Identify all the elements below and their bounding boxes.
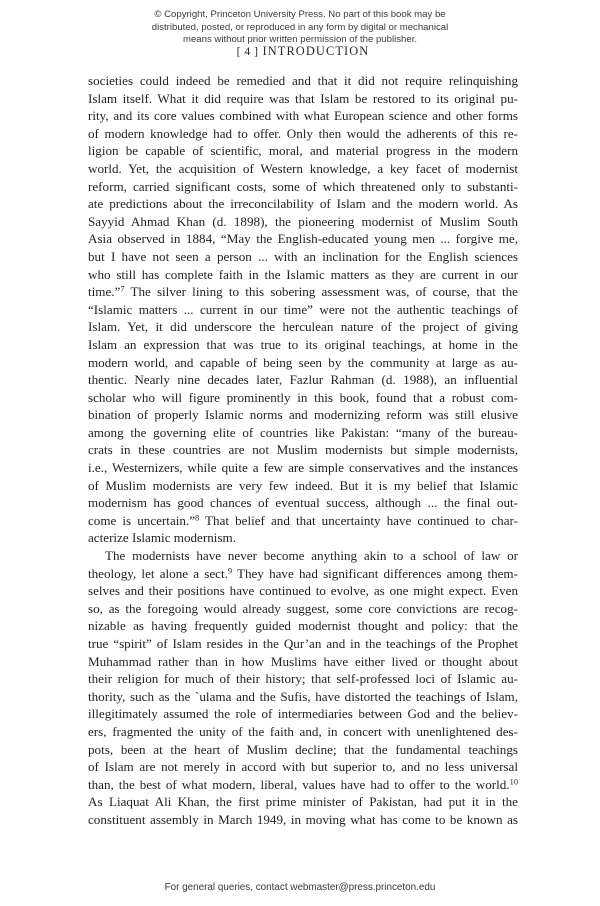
- copyright-line-2: distributed, posted, or reproduced in any form by digital or mechanical: [151, 21, 449, 33]
- footnote-marker: 9: [227, 566, 233, 576]
- text-line: illegitimately assumed the role of intermediaries between God and the believ-: [88, 706, 518, 722]
- text-line: modernism has good chances of eventual success, although ... the final out-: [88, 495, 518, 511]
- body-text: [88, 72, 518, 829]
- running-head-title: INTRODUCTION: [262, 44, 370, 58]
- text-line: than, the best of what modern, liberal, values have had to offer to the world.$^{10}$: [88, 776, 518, 792]
- text-line: Islam itself. What it did require was that Islam be restored to its original pu-: [88, 90, 518, 106]
- text-line: ate predictions about the irreconcilability of Islam and the modern world. As: [88, 196, 518, 212]
- text-line: who still has complete faith in the Islamic matters as they are current in our: [88, 266, 518, 282]
- text-line: but I have not seen a person ... with an inclination for the English sciences: [88, 248, 518, 264]
- text-line: world. Yet, the acquisition of Western knowledge, a key facet of modernist: [88, 160, 518, 176]
- text-line: nizable as having frequently guided modernist thought and policy: that the: [88, 618, 518, 634]
- text-line: of modern knowledge had to offer. Only then would the adherents of this re-: [88, 125, 518, 141]
- copyright-line-1: © Copyright, Princeton University Press. No part of this book may be: [154, 9, 446, 20]
- text-line: their religion for much of their history; that self-professed loci of Islamic au-: [88, 671, 518, 687]
- text-line: The modernists have never become anything akin to a school of law or: [105, 548, 518, 564]
- text-line: rity, and its core values combined with what European science and other forms: [88, 108, 518, 124]
- text-line: bination of properly Islamic norms and modernizing reform was still elusive: [88, 407, 518, 423]
- footnote-marker: 10: [509, 777, 518, 787]
- footnote-marker: 7: [120, 284, 125, 294]
- text-line: come is uncertain.”$^8$ That belief and that uncertainty have continued to char-: [88, 512, 519, 528]
- text-line: pots, been at the heart of Muslim decline; that the fundamental teachings: [88, 741, 518, 757]
- text-line: thentic. Nearly nine decades later, Fazlur Rahman (d. 1988), an influential: [88, 372, 518, 388]
- text-line: reform, carried significant costs, some of which threatened only to substanti-: [88, 178, 518, 194]
- text-line: of Muslim modernists are very few indeed. But it is my belief that Islamic: [88, 477, 518, 493]
- text-line: i.e., Westernizers, while quite a few are simple conservatives and the instances: [88, 460, 518, 476]
- copyright-line-3: means without prior written permission of the publisher.: [182, 34, 418, 46]
- text-line: ligion be capable of scientific, moral, and material progress in the modern: [88, 143, 518, 159]
- page-folio: [ 4 ]: [236, 45, 259, 58]
- footer-queries-note: For general queries, contact webmaster@press.princeton.edu: [164, 882, 436, 893]
- text-line: acterize Islamic modernism.: [88, 530, 236, 546]
- text-line: societies could indeed be remedied and that it did not require relinquishing: [88, 73, 518, 88]
- text-line: theology, let alone a sect.$^9$ They have had significant differences among them-: [88, 565, 518, 581]
- text-line: scholar who will figure prominently in this book, found that a robust com-: [88, 389, 518, 405]
- text-line: ers, fragmented the unity of the faith and, in concert with unenlightened des-: [88, 723, 518, 739]
- text-line: selves and their positions have continued to evolve, as one might expect. Even: [88, 583, 518, 599]
- text-line: Muhammad rather than in how Muslims have either lived or thought about: [88, 653, 518, 669]
- copyright-notice: [88, 9, 512, 47]
- footnote-marker: 8: [195, 513, 200, 523]
- text-line: of Islam are not merely in accord with but superior to, and no less universal: [88, 759, 518, 775]
- text-line: true “spirit” of Islam resides in the Qur’an and in the teachings of the Prophet: [88, 636, 518, 651]
- text-line: Sayyid Ahmad Khan (d. 1898), the pioneering modernist of Muslim South: [88, 213, 518, 229]
- text-line: constituent assembly in March 1949, in moving what has come to be known as: [88, 811, 518, 827]
- text-line: As Liaquat Ali Khan, the first prime minister of Pakistan, had put it in the: [88, 794, 518, 810]
- text-line: crats in these countries are not Muslim modernists but simple modernists,: [88, 442, 518, 458]
- text-line: so, as the foregoing would already suggest, some core convictions are recog-: [88, 600, 518, 616]
- text-line: thority, such as the `ulama and the Sufis, have distorted the teachings of Islam,: [88, 688, 518, 704]
- text-line: Islam an expression that was true to its original teachings, at home in the: [88, 336, 518, 352]
- text-line: Islam. Yet, it did underscore the herculean nature of the project of giving: [88, 319, 518, 335]
- text-line: Asia observed in 1884, “May the English-educated young men ... forgive me,: [88, 231, 518, 247]
- text-line: “Islamic matters ... current in our time” were not the authentic teachings of: [88, 301, 518, 317]
- text-line: modern world, and capable of being seen by the community at large as au-: [88, 354, 518, 370]
- running-head: [88, 44, 518, 59]
- text-line: among the governing elite of countries like Pakistan: “many of the bureau-: [88, 424, 518, 440]
- text-line: time.”$^7$ The silver lining to this sobering assessment was, of course, that the: [88, 284, 518, 300]
